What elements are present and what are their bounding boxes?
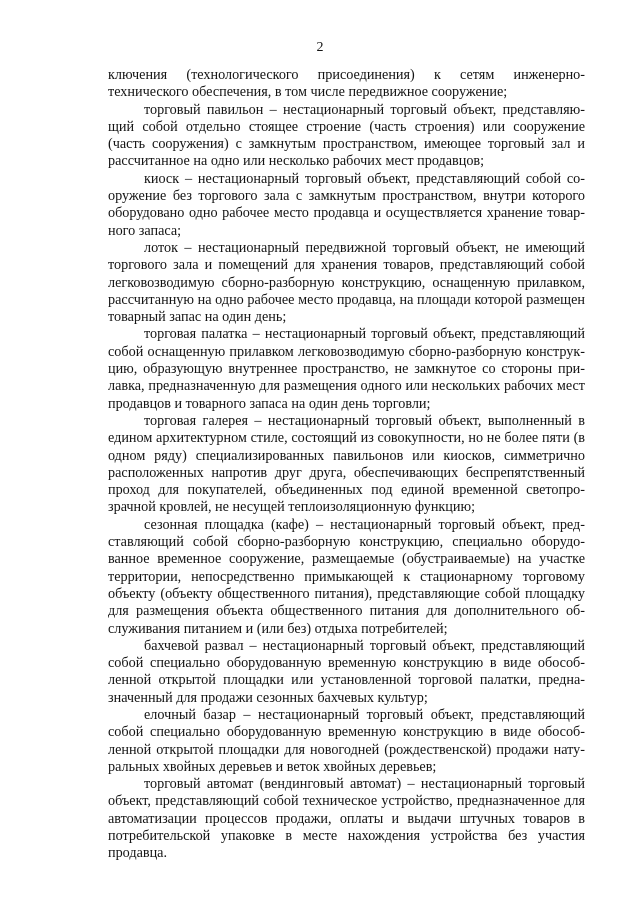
paragraph-christmas-tree-market: елочный базар – нестационарный торговый объект, представляющий собой специально оборудованную временную конструкцию в виде обособленной открытой площадки для новогодней (рождественской) продажи натуральных хвойных деревьев и веток хвойных деревьев; (108, 706, 585, 775)
document-body (108, 67, 585, 863)
paragraph-continuation: ключения (технологического присоединения) к сетям инженерно-технического обеспечения, в том числе передвижное сооружение; (108, 67, 585, 101)
paragraph-kiosk: киоск – нестационарный торговый объект, представляющий собой сооружение без торгового зала с замкнутым пространством, внутри которого оборудовано одно рабочее место продавца и осуществляется хранение товарного запаса; (108, 170, 585, 239)
paragraph-vending-machine: торговый автомат (вендинговый автомат) – нестационарный торговый объект, представляющий собой техническое устройство, предназначенное для автоматизации процессов продажи, оплаты и выдачи штучных товаров в потребительской упаковке в месте нахождения устройства без участия продавца. (108, 776, 585, 862)
paragraph-gallery: торговая галерея – нестационарный торговый объект, выполненный в едином архитектурном стиле, состоящий из совокупности, но не более пяти (в одном ряду) специализированных павильонов или киосков, симметрично расположенных напротив друг друга, обеспечивающих беспрепятственный проход для покупателей, объединенных под единой временной светопрозрачной кровлей, не несущей теплоизоляционную функцию; (108, 412, 585, 516)
paragraph-pavilion: торговый павильон – нестационарный торговый объект, представляющий собой отдельно стоящее строение (часть строения) или сооружение (часть сооружения) с замкнутым пространством, имеющее торговый зал и рассчитанное на одно или несколько рабочих мест продавцов; (108, 101, 585, 170)
paragraph-tent: торговая палатка – нестационарный торговый объект, представляющий собой оснащенную прилавком легковозводимую сборно-разборную конструкцию, образующую внутреннее пространство, не замкнутое со стороны прилавка, предназначенную для размещения одного или нескольких рабочих мест продавцов и товарного запаса на один день торговли; (108, 326, 585, 412)
paragraph-stall: лоток – нестационарный передвижной торговый объект, не имеющий торгового зала и помещений для хранения товаров, представляющий собой легковозводимую сборно-разборную конструкцию, оснащенную прилавком, рассчитанную на одно рабочее место продавца, на площади которой размещен товарный запас на один день; (108, 239, 585, 326)
page-number: 2 (316, 40, 324, 55)
paragraph-seasonal-cafe: сезонная площадка (кафе) – нестационарный торговый объект, представляющий собой сборно-разборную конструкцию, специально оборудованное временное сооружение, размещаемые (обустраиваемые) на участке территории, непосредственно примыкающей к стационарному торговому объекту (объекту общественного питания), представляющие собой площадку для размещения объекта общественного питания для дополнительного обслуживания питанием и (или без) отдыха потребителей; (108, 516, 585, 637)
paragraph-melon-stand: бахчевой развал – нестационарный торговый объект, представляющий собой специально оборудованную временную конструкцию в виде обособленной открытой площадки или установленной торговой палатки, предназначенный для продажи сезонных бахчевых культур; (108, 637, 585, 706)
